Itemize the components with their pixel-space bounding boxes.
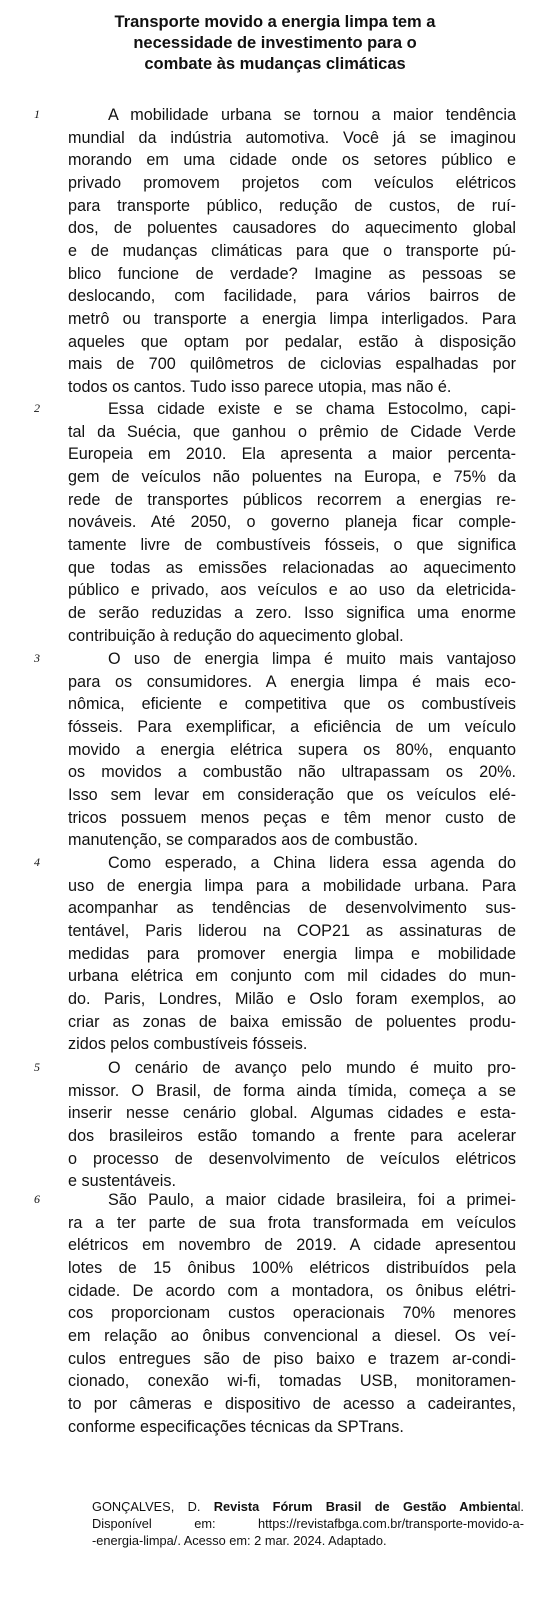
paragraph-line: tamente livre de combustíveis fósseis, o que significa [68, 535, 516, 554]
paragraph-line: O uso de energia limpa é muito mais vantajoso [108, 650, 516, 668]
paragraph-line: urbana elétrica em conjunto com mil cidades do mun- [68, 967, 516, 986]
paragraph-line: cidade. De acordo com a montadora, os ônibus elétri- [68, 1281, 516, 1300]
paragraph-line: uso de energia limpa para a mobilidade urbana. Para [68, 876, 516, 895]
source-journal: Revista Fórum Brasil de Gestão Ambienta [213, 1499, 518, 1514]
paragraph-line: lotes de 15 ônibus 100% elétricos distribuídos pela [68, 1258, 516, 1277]
paragraph-line: deslocando, com facilidade, para vários bairros de [68, 287, 516, 306]
paragraph-line: gem de veículos não poluentes na Europa, e 75% da [68, 467, 516, 486]
paragraph-number: 3 [34, 651, 40, 665]
paragraph-line: para os consumidores. A energia limpa é mais eco- [68, 672, 516, 691]
paragraph-line: A mobilidade urbana se tornou a maior tendência [108, 106, 516, 124]
paragraph-line: O cenário de avanço pelo mundo é muito pro- [108, 1059, 516, 1077]
paragraph-line: de serão reduzidas a zero. Isso significa uma enorme [68, 603, 516, 622]
paragraph-line: movido a energia elétrica supera os 80%, enquanto [68, 740, 516, 759]
paragraph-line: tal da Suécia, que ganhou o prêmio de Cidade Verde [68, 422, 516, 441]
paragraph-line: contribuição à redução do aquecimento global. [68, 626, 404, 645]
article-title [60, 12, 490, 75]
paragraph-line: em relação ao ônibus convencional a diesel. Os veí- [68, 1326, 516, 1345]
paragraph-line: e de mudanças climáticas para que o transporte pú- [68, 241, 516, 260]
paragraph-line: metrô ou transporte a energia limpa interligados. Para [68, 309, 516, 328]
paragraph-line: cionado, conexão wi-fi, tomadas USB, monitoramen- [68, 1372, 516, 1391]
paragraph-number: 2 [34, 401, 40, 415]
title-line: Transporte movido a energia limpa tem a [114, 13, 436, 31]
paragraph-line: todos os cantos. Tudo isso parece utopia, mas não é. [68, 377, 452, 396]
title-line: necessidade de investimento para o [133, 34, 417, 52]
paragraph-line: fósseis. Para exemplificar, a eficiência de um veículo [68, 717, 516, 736]
paragraph-line: criar as zonas de baixa emissão de poluentes produ- [68, 1012, 516, 1031]
paragraph-number: 1 [34, 107, 40, 121]
paragraph-line: dos brasileiros estão tomando a frente para acelerar [68, 1126, 516, 1145]
paragraph-line: Isso sem levar em consideração que os veículos elé- [68, 785, 516, 804]
paragraph-line: Como esperado, a China lidera essa agenda do [108, 854, 516, 872]
paragraph-line: nômica, eficiente e competitiva que os combustíveis [68, 695, 516, 714]
paragraph-line: inserir nesse cenário global. Algumas cidades e esta- [68, 1104, 516, 1123]
paragraph-line: o processo de desenvolvimento de veículos elétricos [68, 1149, 516, 1168]
paragraph [0, 648, 558, 852]
paragraph-line: Europeia em 2010. Ela apresenta a maior percenta- [68, 445, 516, 464]
paragraph-line: blico funcione de verdade? Imagine as pessoas se [68, 264, 516, 283]
source-line: -energia-limpa/. Acesso em: 2 mar. 2024. Adaptado. [92, 1533, 387, 1548]
paragraph-line: zidos pelos combustíveis fósseis. [68, 1035, 308, 1054]
paragraph-line: elétricos em novembro de 2019. A cidade apresentou [68, 1236, 516, 1255]
paragraph [0, 398, 558, 647]
paragraph-number: 4 [34, 855, 40, 869]
paragraph [0, 852, 558, 1056]
paragraph-line: público e privado, aos veículos e ao uso da eletricida- [68, 581, 516, 600]
paragraph-line: culos entregues são de piso baixo e trazem ar-condi- [68, 1349, 516, 1368]
source-journal-end: l. [517, 1499, 524, 1514]
paragraph-line: os movidos a combustão não ultrapassam os 20%. [68, 763, 516, 782]
paragraph-line: nováveis. Até 2050, o governo planeja ficar comple- [68, 513, 516, 532]
paragraph-line: conforme especificações técnicas da SPTrans. [68, 1417, 404, 1436]
paragraph-line: medidas para promover energia limpa e mobilidade [68, 944, 516, 963]
paragraph-line: Essa cidade existe e se chama Estocolmo, capi- [108, 400, 516, 418]
paragraph [0, 1057, 558, 1193]
paragraph-line: que todas as emissões relacionadas ao aquecimento [68, 558, 516, 577]
paragraph-line: São Paulo, a maior cidade brasileira, foi a primei- [108, 1191, 516, 1209]
paragraph-number: 6 [34, 1192, 40, 1206]
paragraph-line: ra a ter parte de sua frota transformada em veículos [68, 1213, 516, 1232]
paragraph-line: mundial da indústria automotiva. Você já se imaginou [68, 128, 516, 147]
title-line: combate às mudanças climáticas [144, 55, 406, 73]
paragraph-line: to por câmeras e dispositivo de acesso a cadeirantes, [68, 1394, 516, 1413]
paragraph-line: e sustentáveis. [68, 1172, 176, 1191]
paragraph-line: rede de transportes públicos recorrem a energias re- [68, 490, 516, 509]
source-line [92, 1498, 524, 1515]
paragraph [0, 1189, 558, 1438]
paragraph-line: tentável, Paris liderou na COP21 as assinaturas de [68, 921, 516, 940]
paragraph-line: manutenção, se comparados aos de combustão. [68, 831, 419, 850]
paragraph-number: 5 [34, 1060, 40, 1074]
paragraph-line: missor. O Brasil, de forma ainda tímida, começa a se [68, 1081, 516, 1100]
paragraph-line: mais de 700 quilômetros de ciclovias espalhadas por [68, 355, 516, 374]
source-line: Disponível em: https://revistafbga.com.br/transporte-movido-a- [92, 1516, 524, 1531]
paragraph-line: morando em uma cidade onde os setores público e [68, 151, 516, 170]
paragraph-line: dos, de poluentes causadores do aquecimento global [68, 219, 516, 238]
paragraph-line: cos proporcionam custos operacionais 70% menores [68, 1304, 516, 1323]
paragraph-line: tricos possuem menos peças e têm menor custo de [68, 808, 516, 827]
paragraph-line: do. Paris, Londres, Milão e Oslo foram exemplos, ao [68, 989, 516, 1008]
source-citation [92, 1498, 524, 1549]
source-author: GONÇALVES, D. [92, 1499, 214, 1514]
paragraph [0, 104, 558, 399]
paragraph-line: aqueles que optam por pedalar, estão à disposição [68, 332, 516, 351]
paragraph-line: para transporte público, redução de custos, de ruí- [68, 196, 516, 215]
paragraph-line: privado promovem projetos com veículos elétricos [68, 173, 516, 192]
paragraph-line: acompanhar as tendências de desenvolvimento sus- [68, 899, 516, 918]
